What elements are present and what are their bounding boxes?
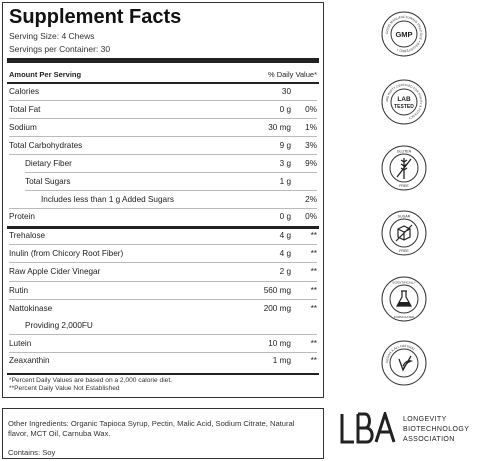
nutrient-name: Total Carbohydrates <box>9 141 83 150</box>
brand-name: LONGEVITY BIOTECHNOLOGY ASSOCIATION <box>403 416 470 443</box>
serving-size: Serving Size: 4 Chews <box>9 31 95 41</box>
nutrient-name: Total Sugars <box>25 177 71 186</box>
svg-text:GOOD MANUFACTURING PRACTICE •: GOOD MANUFACTURING PRACTICE • REGISTERED • <box>384 14 424 54</box>
nutrient-amount: 0 g <box>279 105 291 114</box>
nutrient-amount: 1 mg <box>272 356 291 365</box>
svg-text:3RD PARTY CERTIFIED FOR PURITY: 3RD PARTY CERTIFIED FOR PURITY & POTENCY <box>384 82 424 121</box>
svg-text:VEGAN & ALL NATURAL: VEGAN & ALL NATURAL <box>384 343 417 364</box>
svg-text:FREE: FREE <box>399 184 409 188</box>
svg-text:FORMULATED: FORMULATED <box>393 315 415 319</box>
nutrient-amount: 3 g <box>279 159 291 168</box>
vegan-icon <box>381 340 427 386</box>
scientifically-formulated-icon <box>381 276 427 322</box>
nutrient-daily-value: 0% <box>305 105 317 114</box>
nutrient-daily-value: 1% <box>305 123 317 132</box>
amount-per-serving-label: Amount Per Serving <box>9 70 82 79</box>
gluten-free-icon <box>381 145 427 191</box>
nutrient-daily-value: ** <box>310 249 317 258</box>
gmp-icon <box>381 11 427 57</box>
brand-logo <box>340 412 470 449</box>
row-divider <box>9 208 317 209</box>
nutrient-name: Trehalose <box>9 231 46 240</box>
panel-title: Supplement Facts <box>9 6 182 28</box>
allergen-contains: Contains: Soy <box>8 448 56 457</box>
nutrient-name: Protein <box>9 212 35 221</box>
section-divider <box>7 226 319 229</box>
nutrient-amount: 4 g <box>279 231 291 240</box>
lba-logo-icon <box>340 412 398 444</box>
servings-per-container: Servings per Container: 30 <box>9 44 111 54</box>
nutrient-daily-value: ** <box>310 339 317 348</box>
row-divider <box>25 172 317 173</box>
row-divider <box>9 299 317 300</box>
gmp-label: GMP <box>395 30 413 39</box>
nutrient-name: Raw Apple Cider Vinegar <box>9 267 101 276</box>
sugar-free-icon <box>381 210 427 256</box>
nutrient-name: Total Fat <box>9 105 41 114</box>
supplement-facts-panel <box>2 2 324 398</box>
lab-label: LAB <box>397 96 411 103</box>
nutrient-daily-value: 9% <box>305 159 317 168</box>
nutrient-daily-value: 0% <box>305 212 317 221</box>
nutrient-amount: 200 mg <box>263 304 291 313</box>
nutrient-daily-value: ** <box>310 304 317 313</box>
nutrient-daily-value: ** <box>310 356 317 365</box>
row-divider <box>9 281 317 282</box>
row-divider <box>9 262 317 263</box>
footnote-divider <box>7 373 319 375</box>
nutrient-name: Calories <box>9 87 40 96</box>
nutrient-amount: 30 <box>281 87 291 96</box>
nutrient-daily-value: ** <box>310 267 317 276</box>
nutrient-name: Rutin <box>9 286 29 295</box>
nutrient-amount: 560 mg <box>263 286 291 295</box>
nutrient-daily-value: 3% <box>305 141 317 150</box>
ingredients-box <box>2 408 324 459</box>
nutrient-amount: 0 g <box>279 212 291 221</box>
thick-divider <box>7 58 319 63</box>
svg-text:GLUTEN: GLUTEN <box>396 149 412 154</box>
daily-value-label: % Daily Value* <box>267 70 317 79</box>
nutrient-name: Inulin (from Chicory Root Fiber) <box>9 249 124 258</box>
nutrient-daily-value: 2% <box>305 195 317 204</box>
nutrient-name: Dietary Fiber <box>25 159 72 168</box>
row-divider <box>9 352 317 353</box>
tested-label: TESTED <box>394 104 414 110</box>
nutrient-name: Includes less than 1 g Added Sugars <box>41 195 174 204</box>
row-divider <box>9 100 317 101</box>
nutrient-amount: 9 g <box>279 141 291 150</box>
row-divider <box>9 334 317 335</box>
svg-text:FREE: FREE <box>399 249 409 253</box>
row-divider <box>9 154 317 155</box>
row-divider <box>9 118 317 119</box>
row-divider <box>25 190 317 191</box>
nutrient-name: Nattokinase <box>9 304 53 313</box>
amount-header-row <box>9 70 317 79</box>
nutrient-amount: 1 g <box>279 177 291 186</box>
nutrient-daily-value: ** <box>310 231 317 240</box>
footnote-not-established: **Percent Daily Value Not Established <box>9 385 120 392</box>
header-divider <box>7 82 319 84</box>
nutrient-daily-value: ** <box>310 286 317 295</box>
nutrient-amount: 30 mg <box>268 123 291 132</box>
nutrient-name: Zeaxanthin <box>9 356 50 365</box>
svg-text:SCIENTIFICALLY: SCIENTIFICALLY <box>392 280 416 285</box>
nutrient-amount: 10 mg <box>268 339 291 348</box>
nutrient-name: Sodium <box>9 123 37 132</box>
other-ingredients: Other Ingredients: Organic Tapioca Syrup, Pectin, Malic Acid, Sodium Citrate, Natural flavor, MCT Oil, Carnuba Wax. <box>8 419 295 438</box>
footnote-daily-values: *Percent Daily Values are based on a 2,000 calorie diet. <box>9 377 172 384</box>
nutrient-amount: 4 g <box>279 249 291 258</box>
svg-text:SUGAR: SUGAR <box>397 214 411 219</box>
row-divider <box>9 244 317 245</box>
lab-tested-icon <box>381 79 427 125</box>
nutrient-amount: 2 g <box>279 267 291 276</box>
nutrient-name: Lutein <box>9 339 32 348</box>
nutrient-name: Providing 2,000FU <box>25 321 93 330</box>
row-divider <box>9 136 317 137</box>
